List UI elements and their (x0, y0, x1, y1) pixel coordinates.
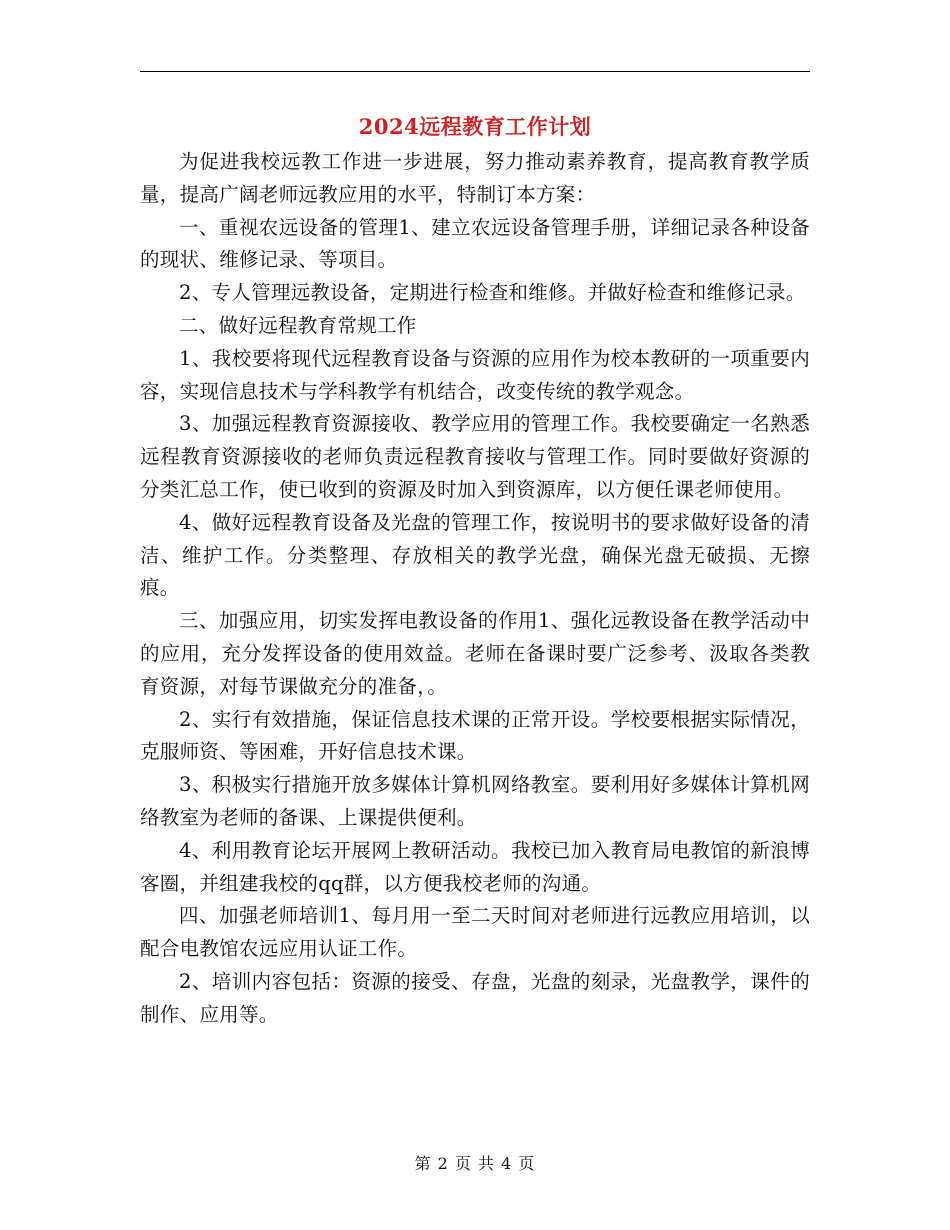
paragraph: 4、做好远程教育设备及光盘的管理工作，按说明书的要求做好设备的清洁、维护工作。分类整理、存放相关的教学光盘，确保光盘无破损、无擦痕。 (140, 510, 810, 600)
document-body (140, 146, 810, 1032)
header-rule (140, 71, 810, 72)
paragraph: 1、我校要将现代远程教育设备与资源的应用作为校本教研的一项重要内容，实现信息技术与学科教学有机结合，改变传统的教学观念。 (140, 346, 810, 403)
paragraph: 一、重视农远设备的管理1、建立农远设备管理手册，详细记录各种设备的现状、维修记录、等项目。 (140, 215, 810, 272)
paragraph: 4、利用教育论坛开展网上教研活动。我校已加入教育局电教馆的新浪博客圈，并组建我校的qq群，以方便我校老师的沟通。 (140, 838, 810, 895)
paragraph: 为促进我校远教工作进一步进展，努力推动素养教育，提高教育教学质量，提高广阔老师远教应用的水平，特制订本方案： (140, 150, 810, 206)
page-footer: 第 2 页 共 4 页 (414, 1154, 536, 1173)
paragraph: 3、加强远程教育资源接收、教学应用的管理工作。我校要确定一名熟悉远程教育资源接收的老师负责远程教育接收与管理工作。同时要做好资源的分类汇总工作，使已收到的资源及时加入到资源库，以方便任课老师使用。 (140, 412, 810, 501)
paragraph: 二、做好远程教育常规工作 (179, 313, 417, 337)
paragraph: 三、加强应用，切实发挥电教设备的作用1、强化远教设备在教学活动中的应用，充分发挥设备的使用效益。老师在备课时要广泛参考、汲取各类教育资源，对每节课做充分的准备，。 (140, 609, 810, 698)
paragraph: 2、培训内容包括：资源的接受、存盘，光盘的刻录，光盘教学，课件的制作、应用等。 (140, 969, 810, 1026)
paragraph: 3、积极实行措施开放多媒体计算机网络教室。要利用好多媒体计算机网络教室为老师的备课、上课提供便利。 (140, 773, 810, 829)
document-title: 2024远程教育工作计划 (358, 114, 592, 139)
paragraph: 2、专人管理远教设备，定期进行检查和维修。并做好检查和维修记录。 (179, 281, 806, 305)
paragraph: 2、实行有效措施，保证信息技术课的正常开设。学校要根据实际情况，克服师资、等困难，开好信息技术课。 (140, 707, 810, 764)
paragraph: 四、加强老师培训1、每月用一至二天时间对老师进行远教应用培训，以配合电教馆农远应用认证工作。 (140, 904, 810, 961)
